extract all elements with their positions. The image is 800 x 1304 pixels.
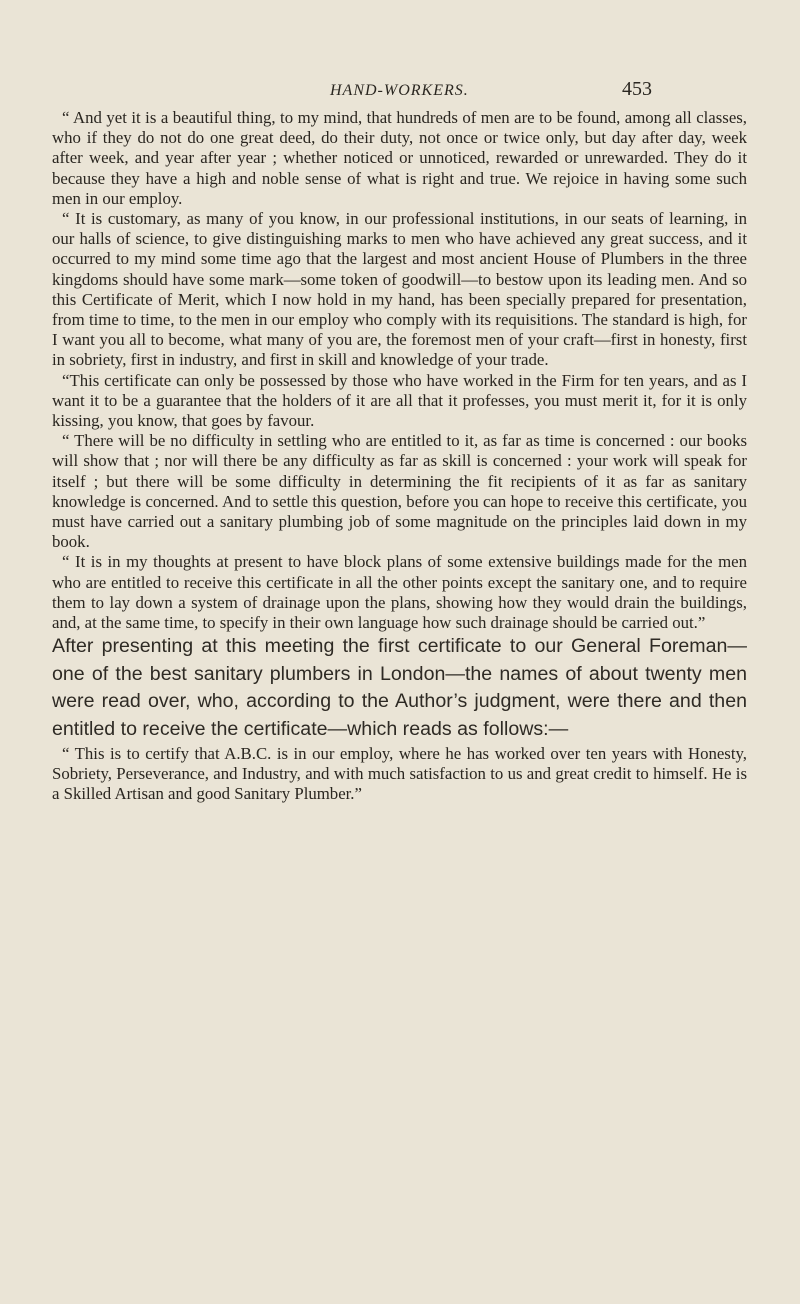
certificate-quote: “ This is to certify that A.B.C. is in our employ, where he has worked over ten years with Honesty, Sobriety, Perseverance, and Industry, and with much satisfaction to us and great credit to himself. He is a Skilled Artisan and good Sanitary Plumber.” (52, 743, 747, 804)
speech-paragraph-2: “ It is customary, as many of you know, in our professional institutions, in our seats of learning, in our halls of science, to give distinguishing marks to men who have achieved any great success, and it occurred to my mind some time ago that the largest and most ancient House of Plumbers in the three kingdoms should have some mark—some token of goodwill—to bestow upon its leading men. And so this Certificate of Merit, which I now hold in my hand, has been specially prepared for presentation, from time to time, to the men in our employ who comply with its requisitions. The standard is high, for I want you all to become, what many of you are, the foremost men of your craft—first in honesty, first in sobriety, first in industry, and first in skill and knowledge of your trade. (52, 209, 747, 370)
speech-paragraph-4: “ There will be no difficulty in settling who are entitled to it, as far as time is concerned : our books will show that ; nor will there be any difficulty as far as skill is concerned : your work will speak for itself ; but there will be some difficulty in determining the fit recipients of it as far as sanitary knowledge is concerned. And to settle this question, before you can hope to receive this certificate, you must have carried out a sanitary plumbing job of some magnitude on the principles laid down in my book. (52, 431, 747, 552)
running-head: HAND-WORKERS. (330, 82, 469, 99)
narrative-paragraph: After presenting at this meeting the first certificate to our General Foreman—one of the best sanitary plumbers in London—the names of about twenty men were read over, who, according to the Author’s judgment, were there and then entitled to receive the certificate—which reads as follows:— (52, 635, 747, 741)
speech-paragraph-5: “ It is in my thoughts at present to have block plans of some extensive buildings made for the men who are entitled to receive this certificate in all the other points except the sanitary one, and to require them to lay down a system of drainage upon the plans, showing how they would drain the buildings, and, at the same time, to specify in their own language how such drainage should be carried out.” (52, 552, 747, 633)
page-body (52, 108, 747, 804)
page-number: 453 (622, 78, 652, 100)
page-header (0, 78, 800, 108)
speech-paragraph-1: “ And yet it is a beautiful thing, to my mind, that hundreds of men are to be found, among all classes, who if they do not do one great deed, do their duty, not once or twice only, but day after day, week after week, and year after year ; whether noticed or unnoticed, rewarded or unrewarded. They do it because they have a high and noble sense of what is right and true. We rejoice in having some such men in our employ. (52, 108, 747, 208)
speech-paragraph-3: “This certificate can only be possessed by those who have worked in the Firm for ten years, and as I want it to be a guarantee that the holders of it are all that it professes, you must merit it, for it is only kissing, you know, that goes by favour. (52, 370, 747, 431)
